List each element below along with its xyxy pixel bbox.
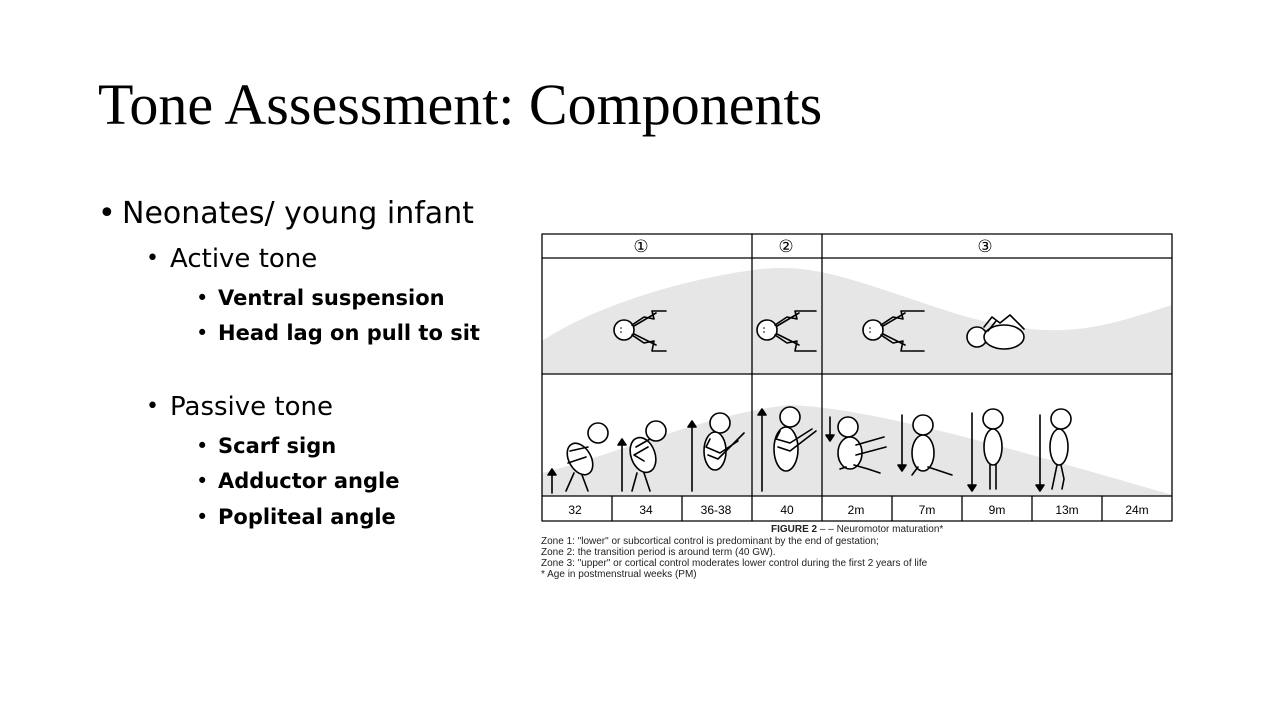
bullet-text: Head lag on pull to sit bbox=[218, 321, 480, 345]
caption-title bbox=[541, 523, 1181, 536]
bullet-head-lag bbox=[196, 319, 480, 347]
bullet-dot-icon: • bbox=[98, 196, 116, 231]
bullet-list bbox=[0, 0, 520, 720]
bullet-text: Ventral suspension bbox=[218, 286, 445, 310]
caption-note: Zone 3: "upper" or cortical control moderates lower control during the first 2 years of life bbox=[541, 558, 928, 569]
zone-3-label: ③ bbox=[977, 237, 993, 257]
bullet-text: Neonates/ young infant bbox=[122, 196, 474, 231]
caption-title-text: – – Neuromotor maturation* bbox=[817, 524, 944, 535]
bullet-dot-icon: • bbox=[196, 434, 209, 458]
bullet-text: Scarf sign bbox=[218, 434, 337, 458]
bullet-text: Popliteal angle bbox=[218, 505, 396, 529]
age-label: 36-38 bbox=[700, 503, 732, 517]
neuromotor-maturation-figure bbox=[540, 233, 1174, 523]
bullet-text: Active tone bbox=[170, 244, 318, 274]
age-label: 24m bbox=[1125, 503, 1149, 517]
bullet-active-tone bbox=[146, 243, 318, 275]
slide-title: Tone Assessment: Components bbox=[98, 72, 823, 137]
caption-title-bold: FIGURE 2 bbox=[771, 524, 818, 535]
bullet-scarf-sign bbox=[196, 432, 337, 460]
caption-note: Zone 2: the transition period is around term (40 GW). bbox=[541, 547, 776, 558]
age-label: 7m bbox=[918, 503, 936, 517]
bullet-ventral-suspension bbox=[196, 284, 445, 312]
bullet-adductor-angle bbox=[196, 467, 400, 495]
zone-1-label: ① bbox=[633, 237, 649, 257]
bullet-neonates bbox=[98, 196, 474, 232]
caption-note: * Age in postmenstrual weeks (PM) bbox=[541, 569, 697, 580]
age-label: 34 bbox=[639, 503, 653, 517]
figure-diagram bbox=[540, 233, 1174, 523]
active-tone-shade bbox=[542, 268, 1172, 374]
caption-note: Zone 1: "lower" or subcortical control is predominant by the end of gestation; bbox=[541, 536, 879, 547]
age-label: 32 bbox=[568, 503, 582, 517]
bullet-popliteal-angle bbox=[196, 503, 396, 531]
age-label: 2m bbox=[847, 503, 865, 517]
bullet-dot-icon: • bbox=[196, 286, 209, 310]
age-label: 40 bbox=[780, 503, 794, 517]
figure-caption bbox=[541, 523, 1181, 580]
zone-2-label: ② bbox=[778, 237, 794, 257]
bullet-text: Adductor angle bbox=[218, 469, 400, 493]
bullet-dot-icon: • bbox=[196, 505, 209, 529]
bullet-passive-tone bbox=[146, 391, 333, 423]
bullet-dot-icon: • bbox=[146, 246, 159, 271]
bullet-dot-icon: • bbox=[146, 394, 159, 419]
bullet-text: Passive tone bbox=[170, 392, 333, 422]
bullet-dot-icon: • bbox=[196, 321, 209, 345]
age-label: 13m bbox=[1055, 503, 1079, 517]
bullet-dot-icon: • bbox=[196, 469, 209, 493]
age-label: 9m bbox=[988, 503, 1006, 517]
